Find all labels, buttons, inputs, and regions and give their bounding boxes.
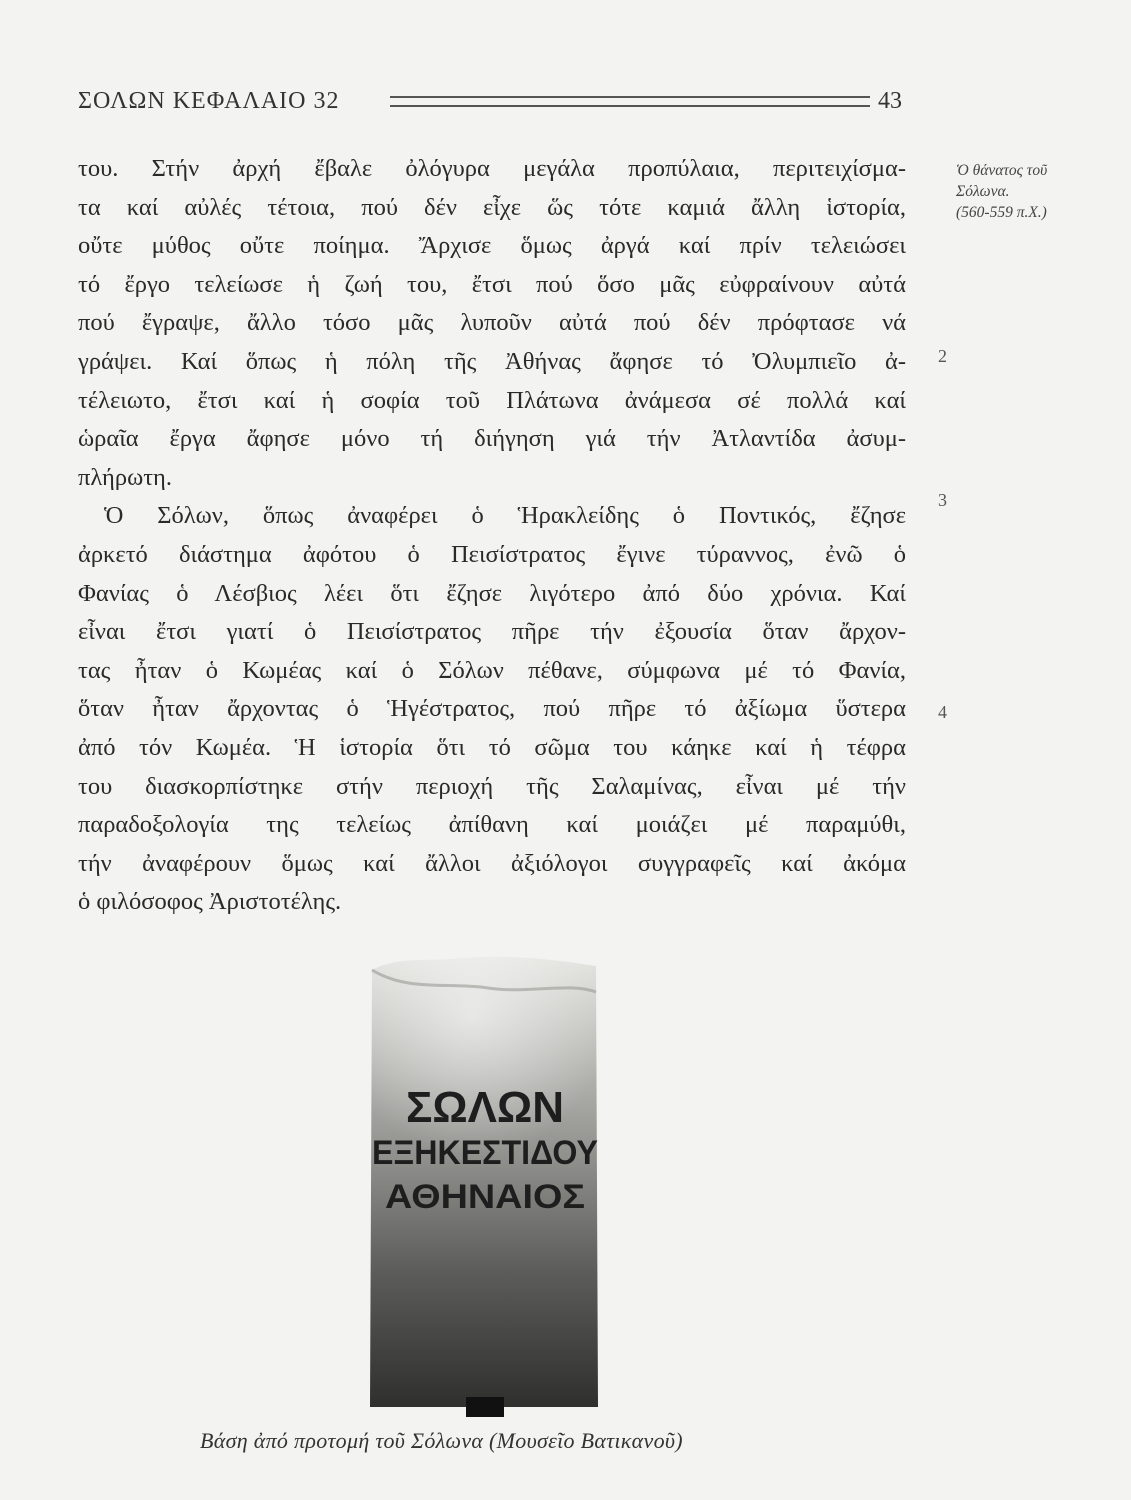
- text-line: του. Στήν ἀρχή ἔβαλε ὀλόγυρα μεγάλα προπύλαια, περιτειχίσμα-: [78, 155, 906, 182]
- text-line: εἶναι ἔτσι γιατί ὁ Πεισίστρατος πῆρε τήν ἐξουσία ὅταν ἄρχον-: [78, 618, 906, 646]
- inscribed-stone-image: [368, 952, 602, 1422]
- text-line: ἀρκετό διάστημα ἀφότου ὁ Πεισίστρατος ἔγινε τύραννος, ἐνῶ ὁ: [78, 540, 906, 568]
- figure-caption: Βάση ἀπό προτομή τοῦ Σόλωνα (Μουσεῖο Βατικανοῦ): [200, 1428, 683, 1453]
- text-line: ἀπό τόν Κωμέα. Ἡ ἱστορία ὅτι τό σῶμα του κάηκε καί ἡ τέφρα: [78, 733, 906, 761]
- text-line: Φανίας ὁ Λέσβιος λέει ὅτι ἔζησε λιγότερο ἀπό δύο χρόνια. Καί: [78, 579, 906, 607]
- inscription-line: ΑΘΗΝΑΙΟΣ: [385, 1178, 585, 1216]
- text-line: τήν ἀναφέρουν ὅμως καί ἄλλοι ἀξιόλογοι συγγραφεῖς καί ἀκόμα: [78, 849, 906, 877]
- text-line: τα καί αὐλές τέτοια, πού δέν εἶχε ὥς τότε καμιά ἄλλη ἱστορία,: [78, 193, 906, 221]
- paragraph-number: 2: [938, 346, 947, 366]
- text-line: τέλειωτο, ἔτσι καί ἡ σοφία τοῦ Πλάτωνα ἀνάμεσα σέ πολλά καί: [78, 386, 906, 414]
- text-line: του διασκορπίστηκε στήν περιοχή τῆς Σαλαμίνας, εἶναι μέ τήν: [78, 772, 906, 800]
- margin-note-line: (560-559 π.Χ.): [956, 204, 1047, 221]
- running-header-title: ΣΟΛΩΝ ΚΕΦΑΛΑΙΟ 32: [78, 88, 340, 114]
- header-double-rule: [390, 96, 870, 107]
- text-line: οὔτε μύθος οὔτε ποίημα. Ἄρχισε ὅμως ἀργά καί πρίν τελειώσει: [78, 232, 906, 260]
- paragraph-number: 3: [938, 490, 947, 510]
- text-line: ὡραῖα ἔργα ἄφησε μόνο τή διήγηση γιά τήν Ἀτλαντίδα ἀσυμ-: [78, 425, 906, 453]
- text-line: πλήρωτη.: [78, 463, 172, 491]
- text-line: Ὁ Σόλων, ὅπως ἀναφέρει ὁ Ἡρακλείδης ὁ Ποντικός, ἔζησε: [104, 502, 906, 530]
- margin-note-line: Σόλωνα.: [956, 183, 1010, 200]
- margin-note-line: Ὁ θάνατος τοῦ: [956, 162, 1048, 179]
- stone-notch: [466, 1397, 504, 1417]
- text-line: τό ἔργο τελείωσε ἡ ζωή του, ἔτσι πού ὅσο μᾶς εὐφραίνουν αὐτά: [78, 270, 906, 298]
- text-line: πού ἔγραψε, ἄλλο τόσο μᾶς λυποῦν αὐτά πού δέν πρόφτασε νά: [78, 309, 906, 337]
- text-line: παραδοξολογία της τελείως ἀπίθανη καί μοιάζει μέ παραμύθι,: [78, 811, 906, 839]
- paragraph-number: 4: [938, 702, 947, 722]
- text-line: ὁ φιλόσοφος Ἀριστοτέλης.: [78, 888, 342, 916]
- text-line: τας ἦταν ὁ Κωμέας καί ὁ Σόλων πέθανε, σύμφωνα μέ τό Φανία,: [78, 656, 906, 684]
- inscription-line: ΕΞΗΚΕΣΤΙΔΟΥ: [372, 1134, 599, 1172]
- inscription-line: ΣΩΛΩΝ: [405, 1083, 565, 1132]
- main-text: [78, 150, 906, 922]
- text-line: γράψει. Καί ὅπως ἡ πόλη τῆς Ἀθήνας ἄφησε τό Ὀλυμπιεῖο ἀ-: [78, 347, 906, 375]
- page-number: 43: [878, 88, 902, 114]
- text-line: ὅταν ἦταν ἄρχοντας ὁ Ἡγέστρατος, πού πῆρε τό ἀξίωμα ὕστερα: [78, 695, 906, 723]
- bust-base-photo: [368, 952, 602, 1472]
- margin-note: [956, 160, 1126, 223]
